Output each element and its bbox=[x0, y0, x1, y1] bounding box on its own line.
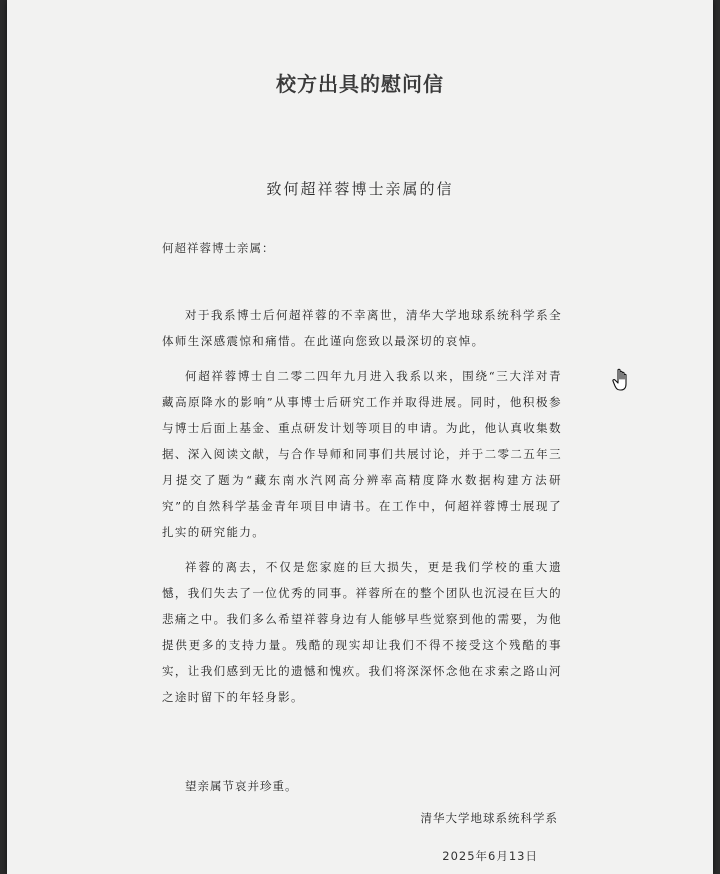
letter-paragraph: 何超祥蓉博士自二零二四年九月进入我系以来，围绕“三大洋对青藏高原降水的影响”从事博士后研究工作并取得进展。同时，他积极参与博士后面上基金、重点研发计划等项目的申请。为此，他认真收集数据、深入阅读文献，与合作导师和同事们共展讨论，并于二零二五年三月提交了题为“藏东南水汽网高分辨率高精度降水数据构建方法研究”的自然科学基金青年项目申请书。在工作中，何超祥蓉博士展现了扎实的研究能力。 bbox=[162, 369, 562, 539]
letter-body bbox=[162, 302, 562, 719]
letter-paragraph: 祥蓉的离去，不仅是您家庭的巨大损失，更是我们学校的重大遗憾，我们失去了一位优秀的同事。祥蓉所在的整个团队也沉浸在巨大的悲痛之中。我们多么希望祥蓉身边有人能够早些觉察到他的需要，为他提供更多的支持力量。残酷的现实却让我们不得不接受这个残酷的事实，让我们感到无比的遗憾和愧疚。我们将深深怀念他在求索之路山河之途时留下的年轻身影。 bbox=[162, 560, 562, 704]
document-page bbox=[7, 0, 713, 874]
document-title: 校方出具的慰问信 bbox=[276, 72, 444, 96]
letter-closing: 望亲属节哀并珍重。 bbox=[185, 779, 298, 793]
hand-pointer-icon bbox=[612, 368, 630, 392]
letter-subtitle: 致何超祥蓉博士亲属的信 bbox=[266, 180, 454, 198]
letter-paragraph: 对于我系博士后何超祥蓉的不幸离世，清华大学地球系统科学系全体师生深感震惊和痛惜。在此谨向您致以最深切的哀悼。 bbox=[162, 308, 562, 348]
letter-signature: 清华大学地球系统科学系 bbox=[420, 811, 558, 825]
letter-salutation: 何超祥蓉博士亲属： bbox=[162, 241, 275, 255]
letter-date: 2025年6月13日 bbox=[442, 849, 538, 863]
